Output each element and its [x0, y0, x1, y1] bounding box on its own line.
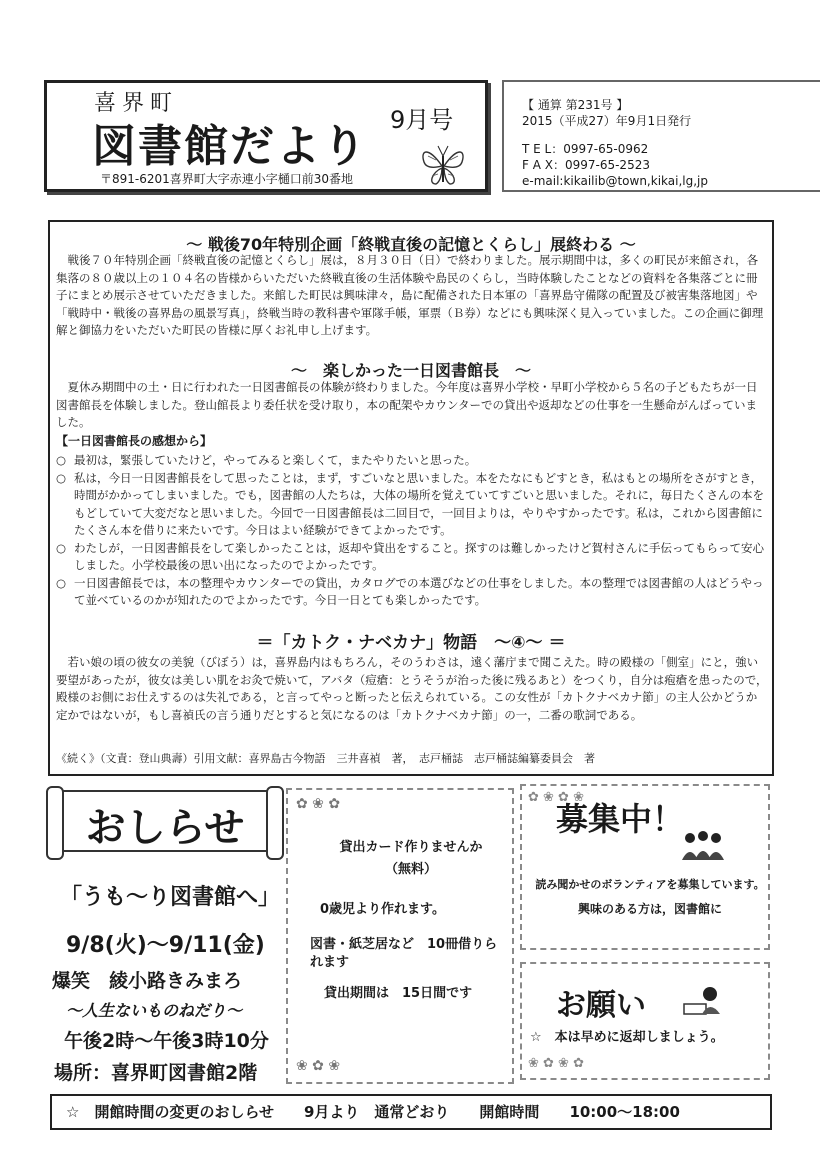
- butterfly-icon: [418, 142, 468, 190]
- bullet-mark: ○: [56, 540, 67, 555]
- event-subtitle: 〜人生ないものねだり〜: [66, 1001, 243, 1020]
- library-address: 〒891-6201喜界町大字赤連小字樋口前30番地: [100, 172, 354, 186]
- issue-label: 9月号: [390, 106, 454, 134]
- card-line3: 0歳児より作れます。: [320, 902, 446, 917]
- fax: F A X：0997-65-2523: [522, 158, 650, 172]
- impressions-heading: 【一日図書館長の感想から】: [56, 434, 213, 448]
- notice-title: おしらせ: [85, 805, 245, 851]
- town-name: 喜界町: [94, 91, 179, 116]
- event-name: 「うも〜り図書館へ」: [60, 885, 281, 910]
- card-line4: 図書・紙芝居など 10冊借りられます: [310, 937, 498, 970]
- article2-body: 夏休み期間中の土・日に行われた一日図書館長の体験が終わりました。今年度は喜界小学校・早町小学校から５名の子どもたちが一日図書館長を体験しました。登山館長より委任状を受け取り，本の配架やカウンターでの貸出や返却などの仕事を一生懸命がんばっていました。: [56, 380, 758, 429]
- recruit-title: 募集中！: [556, 800, 685, 838]
- recruit-line2: 興味のある方は，図書館に: [577, 902, 722, 916]
- article3-credit: 《続く》（文責：登山典壽）引用文献：喜界島古今物語 三井喜禎 著， 志戸桶誌 志戸桶誌編纂委員会 著: [56, 752, 595, 765]
- article2-heading: 〜 楽しかった一日図書館長 〜: [290, 361, 531, 380]
- bullet-mark: ○: [56, 453, 67, 467]
- flower-icon: ✿ ❀ ✿ ❀: [528, 790, 584, 805]
- list-item: ○ 私は，今日一日図書館長をして思ったことは，まず，すごいなと思いました。本をたなにもどすとき，私はもとの場所をさがすとき，時間がかかってしまいました。でも，図書館の人たちは，大体の場所を覚えていてすごいと思いました。それに，毎日たくさんの本をもどしていて大変だなと思いました。今回で一日図書館長は二回目で，一回目よりは，やりやすかったです。私は，これから図書館にたくさん本を借りに来たいです。今日はよい経験ができてよかったです。: [56, 470, 764, 537]
- card-line2: （無料）: [384, 862, 437, 877]
- list-item: ○ 一日図書館長では，本の整理やカウンターでの貸出，カタログでの本選びなどの仕事をしました。本の整理では図書館の人はどうやって並べているのかが知れたのでよかったです。今日一日とても楽しかったです。: [56, 575, 764, 607]
- telephone: T E L：0997-65-0962: [522, 142, 649, 156]
- event-dates: 9/8(火)〜9/11(金): [66, 933, 265, 958]
- flower-icon: ❀ ✿ ❀: [296, 1058, 341, 1074]
- card-line1: 貸出カード作りませんか: [339, 840, 483, 855]
- event-time: 午後2時〜午後3時10分: [64, 1030, 269, 1052]
- newsletter-title: 図書館だより: [92, 121, 368, 172]
- list-item: ○ わたしが，一日図書館長をして楽しかったことは，返却や貸出をすること。探すのは難しかったけど賀村さんに手伝ってもらって安心しました。小学校最後の思い出になったのでよかったです。: [56, 540, 764, 572]
- recruit-line1: 読み聞かせのボランティアを募集しています。: [535, 878, 765, 891]
- flower-icon: ✿ ❀ ✿: [296, 796, 341, 812]
- article3-body: 若い娘の頃の彼女の美貌（びぼう）は，喜界島内はもちろん，そのうわさは，遠く藩庁まで聞こえた。時の殿様の「側室」にと，強い要望があったが，彼女は美しい肌をお灸で焼いて，アバタ（痘瘡：とうそうが治った後に残るあと）をつくり，自分は疱瘡を患ったので，殿様のお側にお仕えするのは失礼である，と言ってやっと断ったと伝えられている。この女性が「カトクナベカナ節」の主人公かどうか定かではないが，もし喜禎氏の言う通りだとすると気になるのは「カトクナベカナ節」の一，二番の歌詞である。: [56, 655, 768, 722]
- list-item: ○ 最初は，緊張していたけど，やってみると楽しくて，またやりたいと思った。: [56, 452, 768, 470]
- card-line5: 貸出期間は 15日間です: [324, 986, 473, 1001]
- article1-body: 戦後７０年特別企画「終戦直後の記憶とくらし」展は，８月３０日（日）で終わりました。展示期間中は，多くの町民が来館され，各集落の８０歳以上の１０４名の皆様からいただいた終戦直後の生活体験や島民のくらし，当時体験したことなどの資料を各集落ごとに冊子にまとめ展示させていただきました。来館した町民は興味津々，島に配備された日本軍の「喜界島守備隊の配置及び被害集落地図」や「戦時中・戦後の喜界島の風景写真」，終戦当時の教科書や軍隊手帳，軍票（Ｂ券）などにも興味深く見入っていました。この企画に御理解と御協力をいただいた町民の皆様に厚くお礼申し上げます。: [56, 253, 764, 337]
- email: e-mail:kikailib@town,kikai,lg,jp: [522, 174, 708, 188]
- impressions-list: [56, 452, 768, 610]
- event-place: 場所：喜界町図書館2階: [54, 1062, 258, 1084]
- hours-notice: ☆ 開館時間の変更のおしらせ 9月より 通常どおり 開館時間 10:00〜18:00: [66, 1103, 680, 1121]
- serial-number: 【 通算 第231号 】: [522, 98, 629, 112]
- flower-icon: ❀ ✿ ❀ ✿: [528, 1056, 584, 1071]
- article3-heading: ＝「カトク・ナベカナ」物語 〜④〜 ＝: [256, 633, 566, 653]
- bullet-mark: ○: [56, 470, 67, 485]
- performer: 爆笑 綾小路きみまろ: [52, 970, 243, 992]
- children-reading-icon: [678, 828, 728, 864]
- request-text: ☆ 本は早めに返却しましょう。: [530, 1030, 724, 1045]
- request-title: お願い: [556, 988, 646, 1023]
- publish-date: 2015（平成27）年9月1日発行: [522, 114, 692, 128]
- bullet-mark: ○: [56, 575, 67, 590]
- child-reading-icon: [680, 984, 726, 1018]
- article1-heading: 〜 戦後70年特別企画「終戦直後の記憶とくらし」展終わる 〜: [186, 235, 636, 254]
